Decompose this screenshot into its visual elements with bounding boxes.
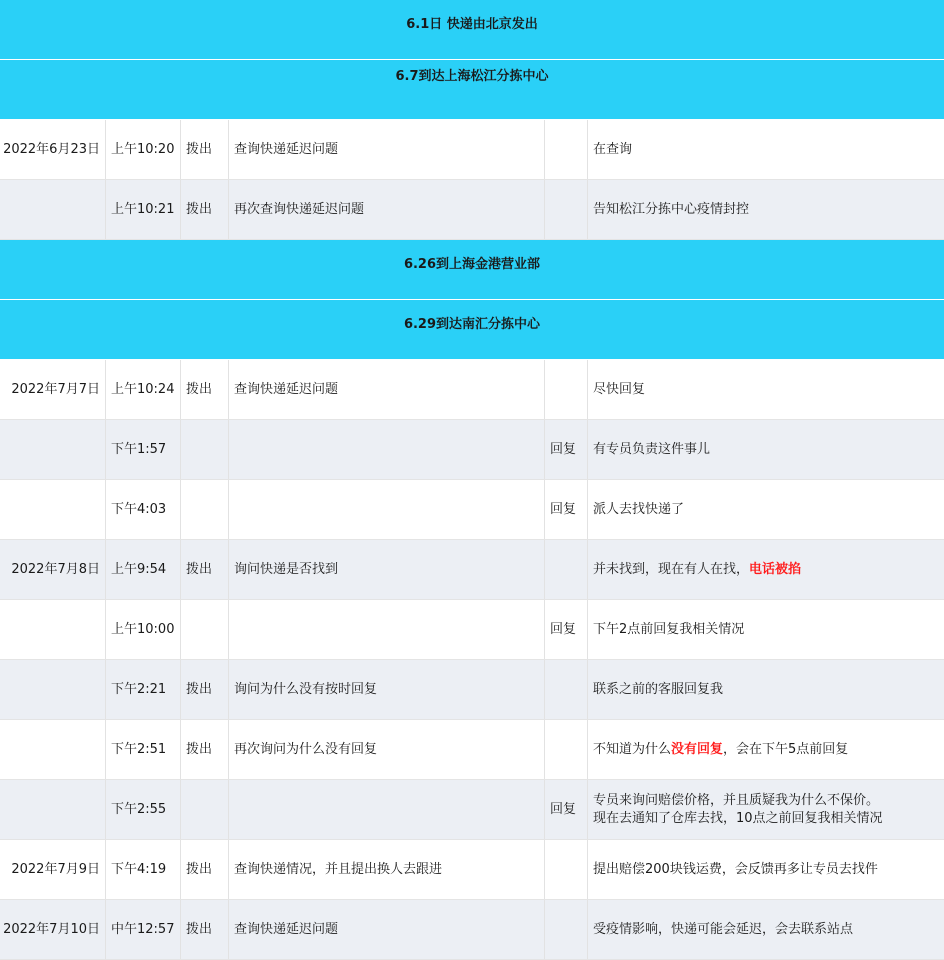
result-cell [588,900,944,959]
table-row [0,720,944,780]
reply-type-cell [545,720,588,779]
time-cell: 下午2:55 [106,780,181,839]
result-segment: 专员来询问赔偿价格，并且质疑我为什么不保价。 [593,792,880,808]
reply-type-cell [545,840,588,899]
reply-type-cell [545,360,588,419]
result-segment: 告知松江分拣中心疫情封控 [593,201,750,217]
table-row [0,600,944,660]
date-cell [0,180,106,239]
date-cell: 2022年7月9日 [0,840,106,899]
time-cell: 上午10:21 [106,180,181,239]
result-text [593,741,848,759]
date-cell [0,420,106,479]
date-cell [0,600,106,659]
result-text [593,381,645,399]
milestone-banner [0,60,944,120]
call-type-cell: 拨出 [181,840,229,899]
reply-type-cell: 回复 [545,420,588,479]
question-cell: 再次查询快递延迟问题 [229,180,545,239]
result-text [593,921,853,939]
table-row [0,180,944,240]
result-text [593,501,684,519]
table-row [0,480,944,540]
result-cell [588,420,944,479]
time-cell: 下午1:57 [106,420,181,479]
result-segment: 联系之前的客服回复我 [593,681,724,697]
milestone-banner [0,240,944,300]
result-cell [588,720,944,779]
time-cell: 上午9:54 [106,540,181,599]
result-segment: 提出赔偿200块钱运费，会反馈再多让专员去找件 [593,861,878,877]
table-row [0,120,944,180]
table-row [0,540,944,600]
time-cell: 下午2:51 [106,720,181,779]
table-row [0,420,944,480]
date-cell: 2022年6月23日 [0,120,106,179]
milestone-text: 6.1日 快递由北京发出 [406,17,538,32]
reply-type-cell [545,660,588,719]
reply-type-cell: 回复 [545,480,588,539]
milestone-text: 6.29到达南汇分拣中心 [403,317,541,332]
reply-type-cell [545,180,588,239]
question-cell: 再次询问为什么没有回复 [229,720,545,779]
result-cell [588,600,944,659]
question-cell [229,480,545,539]
result-cell [588,780,944,839]
result-cell [588,660,944,719]
date-cell [0,780,106,839]
date-cell [0,660,106,719]
result-cell [588,120,944,179]
result-cell [588,540,944,599]
reply-type-cell [545,120,588,179]
date-cell [0,720,106,779]
highlighted-text: 电话被掐 [749,561,802,577]
call-type-cell: 拨出 [181,180,229,239]
result-segment: 并未找到，现在有人在找， [593,561,750,577]
date-cell: 2022年7月7日 [0,360,106,419]
result-text [593,561,801,579]
question-cell: 询问快递是否找到 [229,540,545,599]
time-cell: 中午12:57 [106,900,181,959]
result-text [593,201,749,219]
table-row [0,660,944,720]
date-cell [0,480,106,539]
result-segment: 不知道为什么 [593,741,672,757]
reply-type-cell: 回复 [545,600,588,659]
result-text [593,141,632,159]
call-type-cell [181,600,229,659]
result-segment: 有专员负责这件事儿 [593,441,711,457]
call-type-cell [181,420,229,479]
result-segment: 下午2点前回复我相关情况 [593,621,745,637]
call-type-cell: 拨出 [181,120,229,179]
time-cell: 上午10:20 [106,120,181,179]
result-text [593,861,878,879]
call-type-cell: 拨出 [181,660,229,719]
time-cell: 上午10:24 [106,360,181,419]
result-segment: 受疫情影响，快递可能会延迟，会去联系站点 [593,921,854,937]
result-text [593,621,744,639]
question-cell [229,600,545,659]
result-segment: ，会在下午5点前回复 [723,741,849,757]
result-cell [588,180,944,239]
call-type-cell [181,480,229,539]
question-cell [229,420,545,479]
result-cell [588,480,944,539]
result-segment: 在查询 [593,141,633,157]
call-type-cell: 拨出 [181,360,229,419]
result-text [593,792,883,828]
question-cell: 查询快递情况，并且提出换人去跟进 [229,840,545,899]
date-cell: 2022年7月8日 [0,540,106,599]
table-row [0,780,944,840]
time-cell: 下午2:21 [106,660,181,719]
question-cell: 查询快递延迟问题 [229,900,545,959]
question-cell: 查询快递延迟问题 [229,120,545,179]
result-segment: 尽快回复 [593,381,646,397]
time-cell: 下午4:19 [106,840,181,899]
question-cell: 查询快递延迟问题 [229,360,545,419]
time-cell: 下午4:03 [106,480,181,539]
result-text [593,681,723,699]
call-type-cell: 拨出 [181,720,229,779]
call-type-cell: 拨出 [181,540,229,599]
highlighted-text: 没有回复 [671,741,724,757]
reply-type-cell [545,540,588,599]
reply-type-cell: 回复 [545,780,588,839]
table-row [0,900,944,960]
milestone-banner [0,300,944,360]
milestone-text: 6.7到达上海松江分拣中心 [395,69,549,84]
milestone-banner [0,0,944,60]
call-type-cell: 拨出 [181,900,229,959]
result-segment: 派人去找快递了 [593,501,685,517]
date-cell: 2022年7月10日 [0,900,106,959]
table-row [0,840,944,900]
result-cell [588,840,944,899]
result-cell [588,360,944,419]
reply-type-cell [545,900,588,959]
result-segment: 现在去通知了仓库去找，10点之前回复我相关情况 [593,810,883,826]
time-cell: 上午10:00 [106,600,181,659]
result-text [593,441,710,459]
milestone-text: 6.26到上海金港营业部 [403,257,541,272]
question-cell [229,780,545,839]
question-cell: 询问为什么没有按时回复 [229,660,545,719]
call-type-cell [181,780,229,839]
table-row [0,360,944,420]
